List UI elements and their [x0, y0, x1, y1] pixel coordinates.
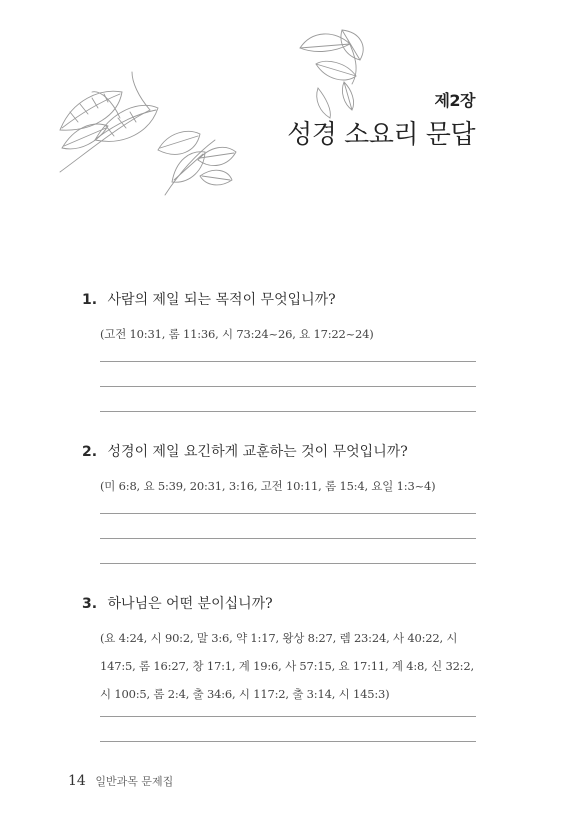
page-footer — [68, 773, 173, 789]
question-2 — [82, 442, 478, 500]
question-references: (요 4:24, 시 90:2, 말 3:6, 약 1:17, 왕상 8:27, 렘 23:24, 사 40:22, 시 147:5, 롬 16:27, 창 17:1, 계 19:6, 사 57:15, 요 17:11, 계 4:8, 신 32:2, 시 100:5, 롬 2:4, 출 34:6, 시 117:2, 출 3:14, 시 145:3) — [100, 631, 474, 701]
chapter-label: 제2장 — [434, 91, 475, 110]
answer-line — [100, 563, 476, 564]
question-text: 사람의 제일 되는 목적이 무엇입니까? — [107, 292, 336, 308]
answer-line — [100, 716, 476, 717]
question-number: 1. — [82, 292, 98, 308]
answer-line — [100, 361, 476, 362]
chapter-title: 성경 소요리 문답 — [287, 120, 475, 150]
question-references: (미 6:8, 요 5:39, 20:31, 3:16, 고전 10:11, 롬 15:4, 요일 1:3~4) — [100, 479, 436, 493]
page-number: 14 — [68, 773, 86, 789]
question-references: (고전 10:31, 롬 11:36, 시 73:24~26, 요 17:22~24) — [100, 327, 374, 341]
answer-line — [100, 741, 476, 742]
book-title: 일반과목 문제집 — [95, 775, 174, 788]
question-number: 3. — [82, 596, 98, 612]
answer-line — [100, 386, 476, 387]
answer-line — [100, 411, 476, 412]
question-text: 하나님은 어떤 분이십니까? — [107, 596, 273, 612]
question-1 — [82, 290, 478, 348]
answer-line — [100, 538, 476, 539]
answer-line — [100, 513, 476, 514]
question-text: 성경이 제일 요긴하게 교훈하는 것이 무엇입니까? — [107, 444, 408, 460]
question-number: 2. — [82, 444, 98, 460]
question-3 — [82, 594, 478, 708]
